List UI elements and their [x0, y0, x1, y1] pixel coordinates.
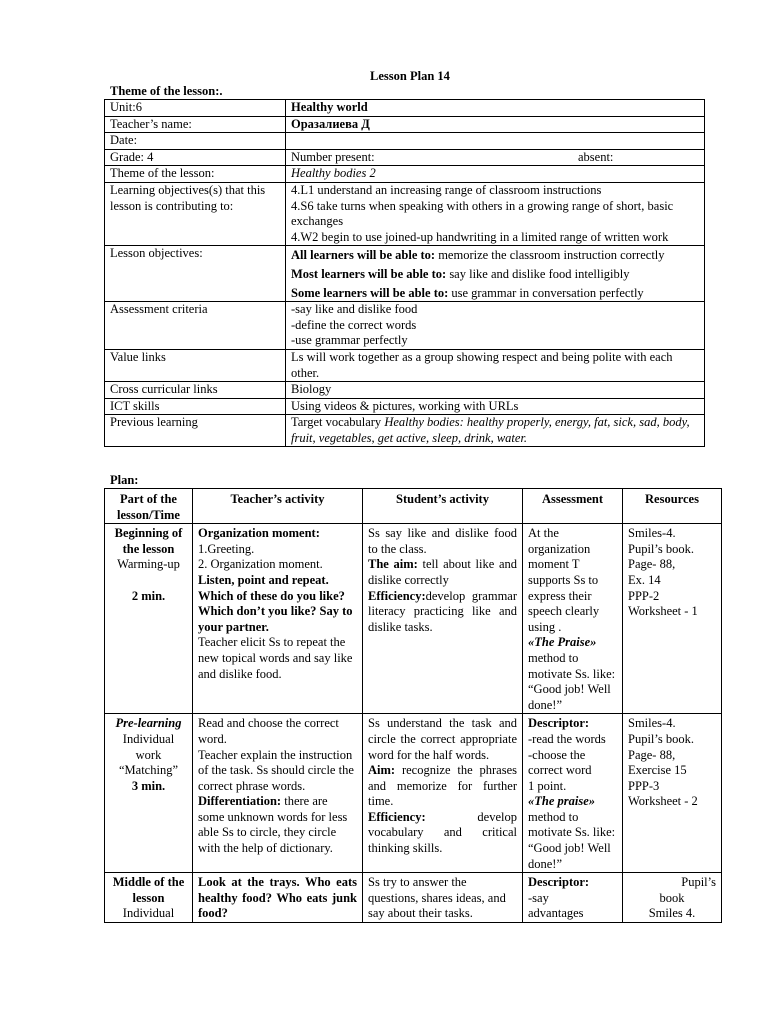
lesson-objectives-value: [286, 246, 705, 302]
teacher-text: Teacher elicit Ss to repeat the new topical words and say like and dislike food.: [198, 635, 353, 681]
part-cell: [105, 873, 193, 923]
teacher-text: Teacher explain the instruction of the task. Ss should circle the correct phrase words.: [198, 747, 354, 793]
theme-label: Theme of the lesson:: [105, 166, 286, 183]
objective-most-text: say like and dislike food intelligibly: [446, 266, 630, 281]
previous-learning-value: [286, 415, 705, 447]
student-cell: [363, 714, 523, 873]
criteria-item: -say like and dislike food: [291, 302, 418, 317]
resource-line: Page- 88,: [628, 747, 676, 762]
value-links-label: Value links: [105, 349, 286, 381]
differentiation-text: there are some unknown words for less able Ss to circle, they circle with the help of dictionary.: [198, 794, 348, 856]
aim-text: recognize the phrases and memorize for further time.: [368, 763, 517, 809]
header-teacher: Teacher’s activity: [193, 489, 363, 524]
cross-curricular-row: [105, 382, 705, 399]
teacher-row: [105, 116, 705, 133]
header-assessment: Assessment: [523, 489, 623, 524]
assessment-text: “Good job! Well done!”: [528, 841, 611, 871]
resource-line: book: [659, 890, 685, 905]
objective-some-bold: Some learners will be able to:: [291, 285, 449, 300]
attendance-cell: [286, 149, 705, 166]
efficiency-text: develop vocabulary and critical thinking skills.: [368, 809, 517, 856]
cross-curricular-value: Biology: [286, 382, 705, 399]
student-efficiency: [368, 589, 517, 636]
praise-method: «The Praise»: [528, 635, 597, 650]
teacher-cell: Look at the trays. Who eats healthy food? Who eats junk food?: [193, 873, 363, 923]
criteria-item: -define the correct words: [291, 317, 417, 332]
efficiency-label: Efficiency:: [368, 588, 426, 603]
teacher-value: Оразалиева Д: [286, 116, 705, 133]
assessment-text: “Good job! Well done!”: [528, 682, 611, 712]
part-subtitle: Individual: [122, 906, 175, 921]
criteria-item: -use grammar perfectly: [291, 333, 408, 348]
assessment-text: method to motivate Ss. like:: [528, 809, 616, 840]
grade-row: [105, 149, 705, 166]
date-label: Date:: [105, 133, 286, 150]
teacher-text: Read and choose the correct word.: [198, 716, 339, 746]
lesson-objectives-label: Lesson objectives:: [105, 246, 286, 302]
previous-learning-label: Previous learning: [105, 415, 286, 447]
theme-value: Healthy bodies 2: [286, 166, 705, 183]
plan-header-row: [105, 489, 722, 524]
efficiency-label: Efficiency:: [368, 809, 426, 824]
plan-heading: Plan:: [110, 473, 139, 487]
theme-heading: Theme of the lesson:.: [110, 84, 223, 98]
teacher-text: 2. Organization moment.: [198, 557, 323, 572]
lesson-info-table: [104, 99, 705, 447]
previous-learning-vocab: Healthy bodies: healthy properly, energy, fat, sick, sad, body, fruit, vegetables, get active, sleep, drink, water.: [291, 415, 690, 445]
resource-line: Page- 88,: [628, 557, 676, 572]
resource-line: Worksheet - 2: [628, 794, 698, 809]
part-cell: [105, 714, 193, 873]
objective-all-bold: All learners will be able to:: [291, 248, 436, 263]
part-cell: [105, 524, 193, 714]
ict-skills-value: Using videos & pictures, working with URLs: [286, 398, 705, 415]
student-cell: Ss try to answer the questions, shares ideas, and say about their tasks.: [363, 873, 523, 923]
assessment-cell: [523, 714, 623, 873]
unit-row: [105, 100, 705, 117]
objective-item: 4.S6 take turns when speaking with others in a growing range of short, basic exchanges: [291, 198, 674, 229]
resources-cell: [623, 873, 722, 923]
descriptor-line: -choose the correct word: [528, 747, 592, 778]
cross-curricular-label: Cross curricular links: [105, 382, 286, 399]
plan-table: [104, 488, 722, 923]
aim-label: Aim:: [368, 763, 396, 778]
aim-label: The aim:: [368, 557, 418, 572]
teacher-label: Teacher’s name:: [105, 116, 286, 133]
learning-objectives-value: [286, 182, 705, 245]
assessment-criteria-row: [105, 302, 705, 350]
part-subtitle: “Matching”: [118, 763, 178, 778]
student-aim: [368, 557, 517, 588]
objective-all-text: memorize the classroom instruction correctly: [435, 248, 665, 263]
unit-label: Unit:6: [105, 100, 286, 117]
resource-line: Worksheet - 1: [628, 604, 698, 619]
grade-label: Grade: 4: [105, 149, 286, 166]
ict-skills-label: ICT skills: [105, 398, 286, 415]
header-part: Part of the lesson/Time: [105, 489, 193, 524]
part-title: Middle of the lesson: [112, 875, 185, 905]
value-links-value: Ls will work together as a group showing respect and being polite with each other.: [286, 349, 705, 381]
unit-value: Healthy world: [286, 100, 705, 117]
resource-line: PPP-3: [628, 778, 660, 793]
descriptor-label: Descriptor:: [528, 875, 590, 890]
resources-cell: [623, 714, 722, 873]
resource-line: Smiles-4.: [628, 526, 676, 541]
part-time: 2 min.: [131, 588, 166, 603]
resource-line: Smiles 4.: [648, 906, 696, 921]
plan-row-middle: [105, 873, 722, 923]
absent-label: absent:: [578, 149, 614, 164]
objective-item: 4.W2 begin to use joined-up handwriting in a limited range of written work: [291, 229, 669, 244]
plan-row-beginning: [105, 524, 722, 714]
document-title: Lesson Plan 14: [370, 69, 450, 83]
assessment-cell: [523, 873, 623, 923]
date-value: [286, 133, 705, 150]
student-text: Ss say like and dislike food to the class.: [368, 526, 517, 556]
part-title: Beginning of the lesson: [114, 526, 183, 556]
student-cell: [363, 524, 523, 714]
resource-line: PPP-2: [628, 588, 660, 603]
resource-line: Exercise 15: [628, 763, 687, 778]
teacher-cell: [193, 714, 363, 873]
resource-line: Ex. 14: [628, 572, 661, 587]
descriptor-label: Descriptor:: [528, 716, 590, 731]
date-row: [105, 133, 705, 150]
objective-all: [291, 248, 699, 264]
assessment-text: At the organization moment T supports Ss to express their speech clearly using .: [528, 526, 600, 634]
previous-learning-row: [105, 415, 705, 447]
resource-line: Pupil’s: [681, 875, 716, 890]
resource-line: Pupil’s book.: [628, 541, 694, 556]
part-subtitle: Warming-up: [117, 557, 180, 572]
assessment-criteria-label: Assessment criteria: [105, 302, 286, 350]
objective-some-text: use grammar in conversation perfectly: [448, 285, 644, 300]
lesson-objectives-row: [105, 246, 705, 302]
objective-item: 4.L1 understand an increasing range of classroom instructions: [291, 182, 602, 197]
descriptor-line: 1 point.: [528, 778, 567, 793]
objective-some: [291, 286, 699, 302]
descriptor-line: -read the words: [528, 731, 606, 746]
descriptor-line: -say: [528, 890, 549, 905]
part-title: Pre-learning: [115, 716, 182, 731]
assessment-text: method to motivate Ss. like:: [528, 650, 616, 681]
assessment-cell: [523, 524, 623, 714]
theme-row: [105, 166, 705, 183]
part-time: 3 min.: [131, 778, 166, 793]
resource-line: Smiles-4.: [628, 716, 676, 731]
differentiation-label: Differentiation:: [198, 794, 282, 809]
student-aim: [368, 763, 517, 810]
aim-text: tell about like and dislike correctly: [368, 557, 518, 587]
teacher-instruction: Listen, point and repeat. Which of these do you like? Which don’t you like? Say to your partner.: [198, 572, 353, 634]
header-resources: Resources: [623, 489, 722, 524]
objective-most: [291, 267, 699, 283]
previous-learning-plain: Target vocabulary: [291, 415, 385, 430]
value-links-row: [105, 349, 705, 381]
student-efficiency: [368, 810, 517, 857]
assessment-criteria-value: [286, 302, 705, 350]
praise-method: «The praise»: [528, 794, 596, 809]
descriptor-line: advantages: [528, 906, 584, 921]
resource-line: Pupil’s book.: [628, 731, 694, 746]
learning-objectives-label: Learning objectives(s) that this lesson is contributing to:: [105, 182, 286, 245]
header-student: Student’s activity: [363, 489, 523, 524]
number-present-label: Number present:: [291, 149, 375, 164]
ict-skills-row: [105, 398, 705, 415]
part-subtitle: Individual work: [122, 731, 175, 762]
teacher-cell: [193, 524, 363, 714]
resources-cell: [623, 524, 722, 714]
learning-objectives-row: [105, 182, 705, 245]
plan-row-pre-learning: [105, 714, 722, 873]
teacher-heading: Organization moment:: [198, 526, 320, 541]
efficiency-text: develop grammar literacy practicing like and dislike tasks.: [368, 588, 517, 634]
objective-most-bold: Most learners will be able to:: [291, 266, 447, 281]
teacher-text: 1.Greeting.: [198, 541, 255, 556]
teacher-differentiation: [198, 794, 357, 856]
student-text: Ss understand the task and circle the correct appropriate word for the half words.: [368, 716, 517, 762]
